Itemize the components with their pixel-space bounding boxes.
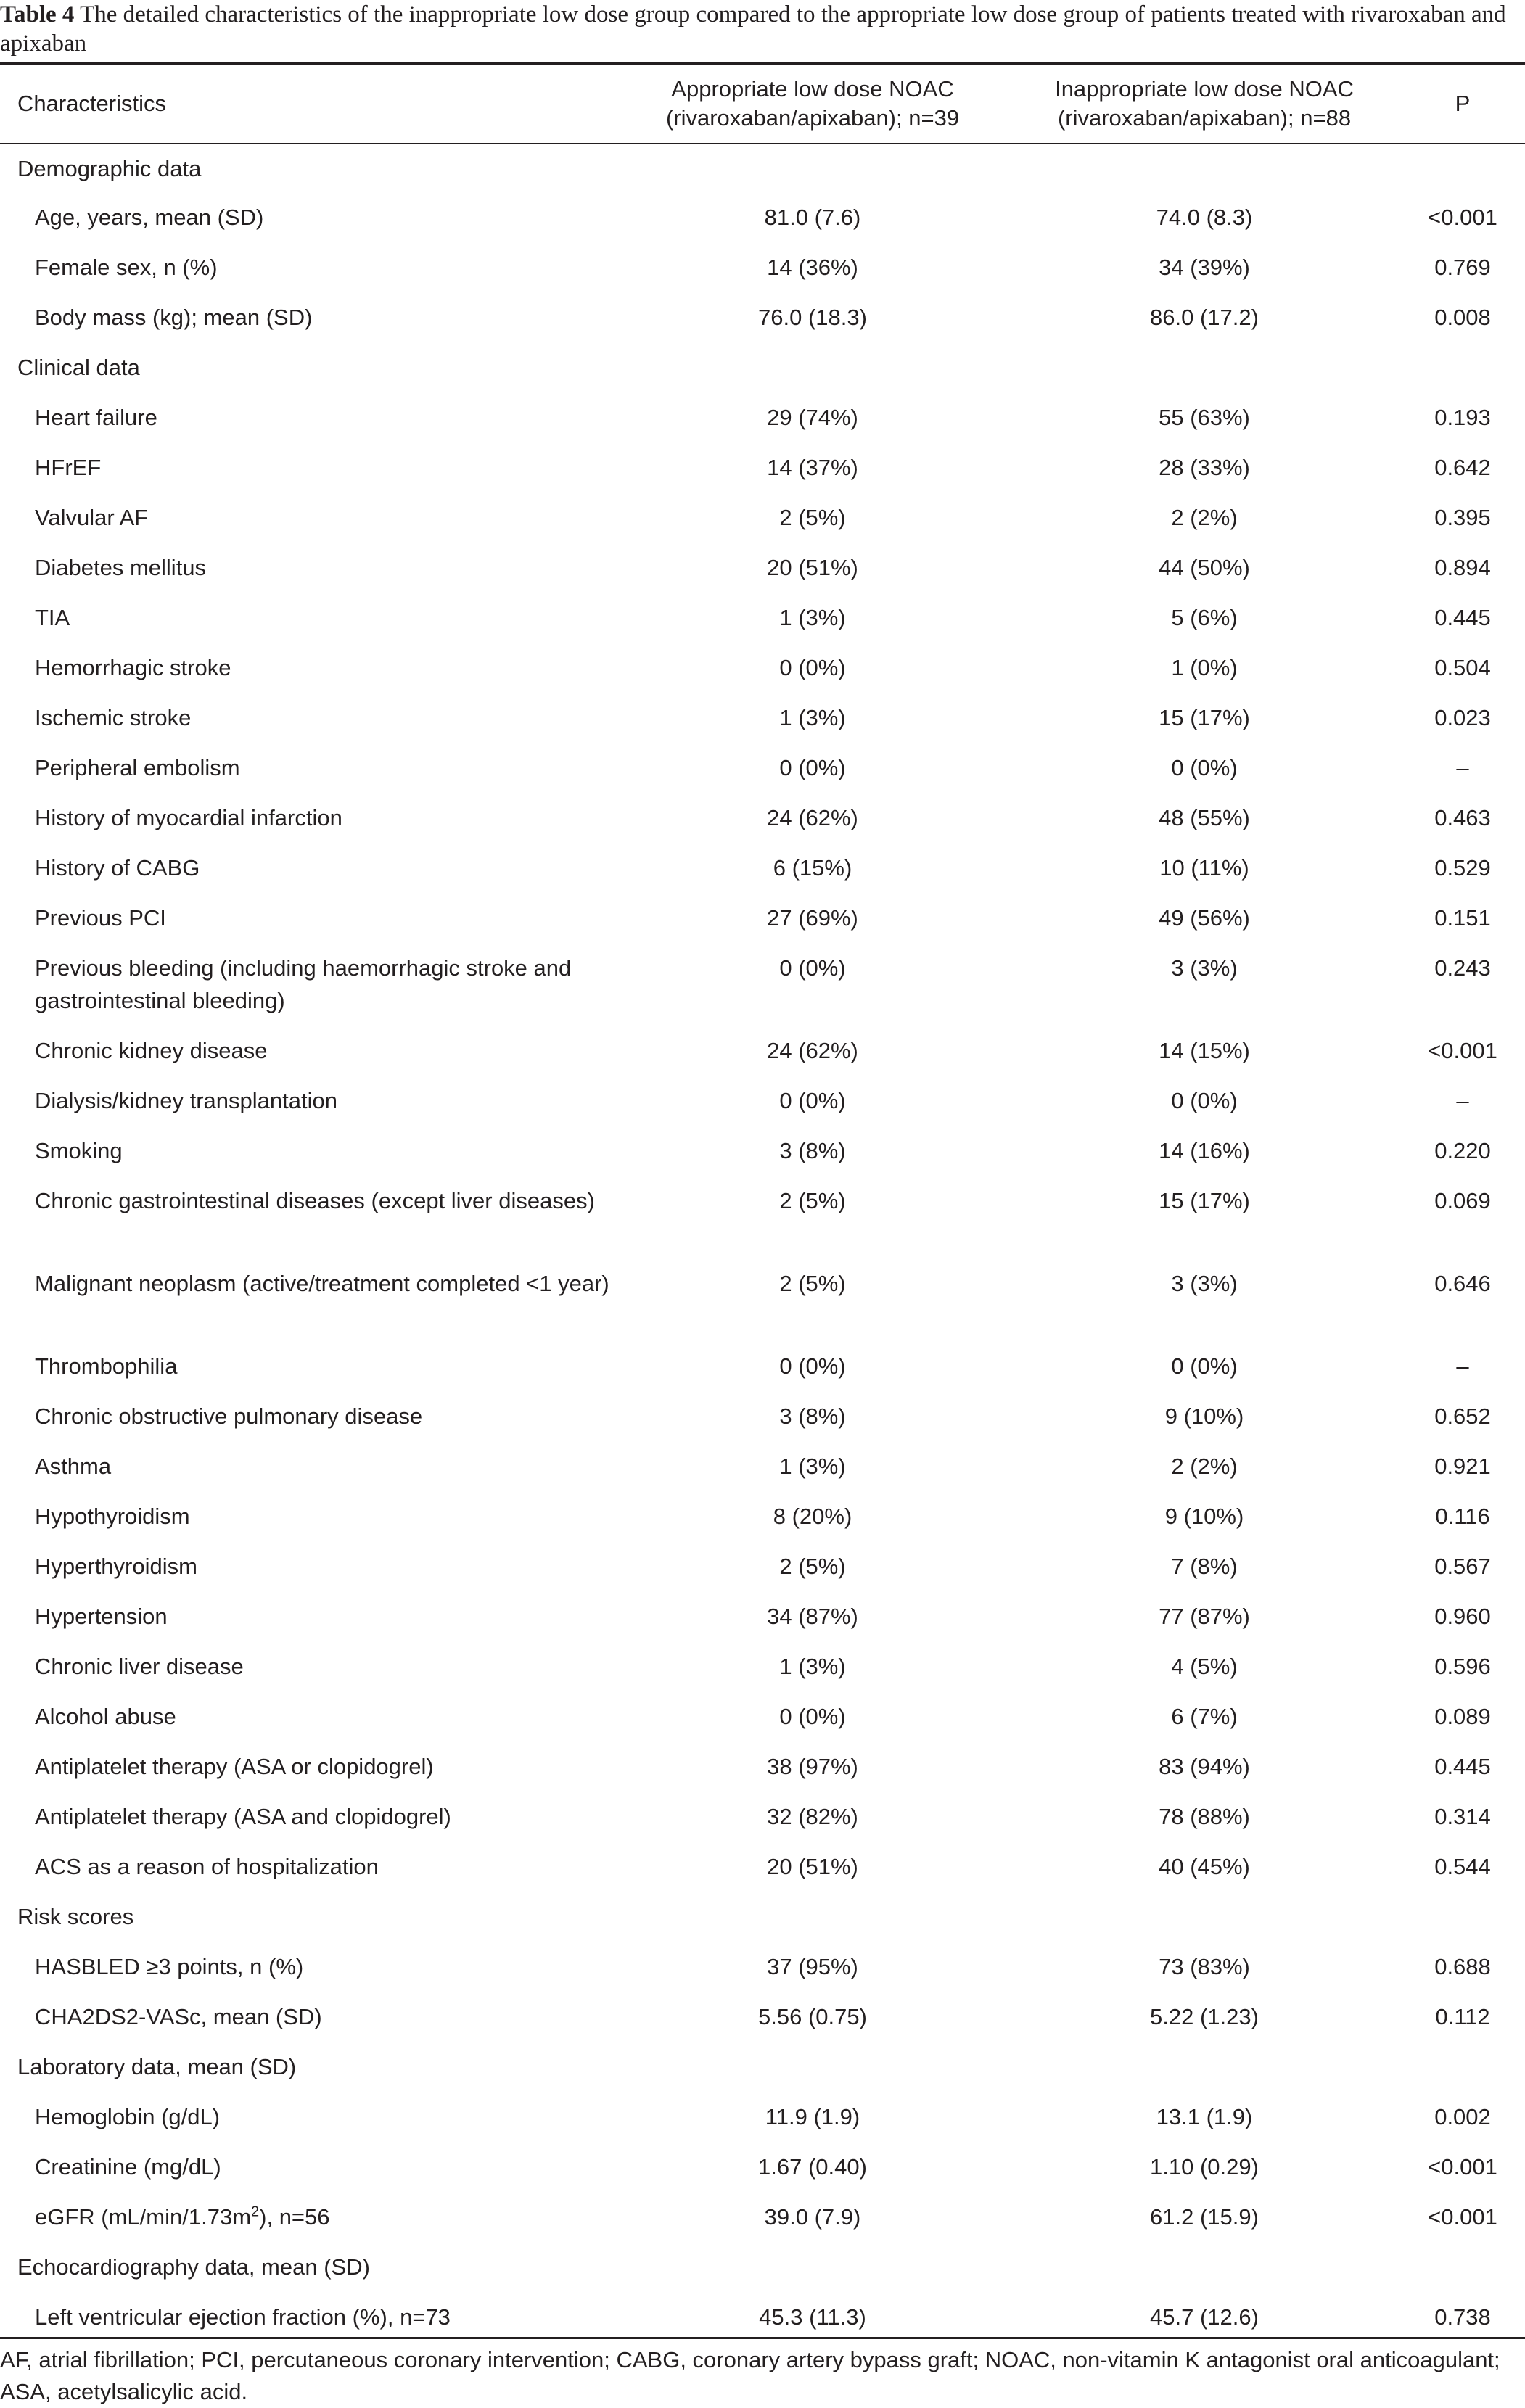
section-label: Laboratory data, mean (SD) [17, 2054, 297, 2079]
p-value: 0.243 [1434, 955, 1491, 981]
inappropriate-value: 2 (2%) [1171, 1454, 1238, 1479]
appropriate-value [617, 2242, 1008, 2292]
table-row [0, 1026, 1525, 1076]
table-row [0, 1126, 1525, 1176]
table-row [0, 1491, 1525, 1541]
appropriate-value: 0 (0%) [779, 655, 846, 680]
appropriate-value: 2 (5%) [779, 1554, 846, 1579]
appropriate-value: 0 (0%) [779, 755, 846, 780]
inappropriate-value: 74.0 (8.3) [1156, 205, 1253, 230]
p-value: 0.395 [1434, 505, 1491, 530]
p-value: 0.646 [1434, 1271, 1491, 1296]
appropriate-value [617, 144, 1008, 192]
row-label [0, 2192, 617, 2242]
inappropriate-value: 77 (87%) [1159, 1604, 1250, 1629]
p-value: 0.069 [1434, 1188, 1491, 1213]
section-row [0, 2242, 1525, 2292]
inappropriate-value: 9 (10%) [1164, 1504, 1244, 1529]
row-label: Body mass (kg); mean (SD) [35, 305, 313, 330]
inappropriate-value: 3 (3%) [1171, 955, 1238, 981]
table-row [0, 643, 1525, 693]
p-value: <0.001 [1428, 2204, 1497, 2230]
row-label: HASBLED ≥3 points, n (%) [35, 1954, 304, 1979]
table-row [0, 1942, 1525, 1992]
row-label: Dialysis/kidney transplantation [35, 1088, 337, 1113]
table-row [0, 843, 1525, 893]
p-value: 0.596 [1434, 1654, 1491, 1679]
appropriate-value [617, 1892, 1008, 1942]
appropriate-value: 1 (3%) [779, 605, 846, 630]
appropriate-value: 14 (37%) [767, 455, 858, 480]
inappropriate-value: 0 (0%) [1171, 1353, 1238, 1379]
section-row [0, 1892, 1525, 1942]
p-value: 0.193 [1434, 405, 1491, 430]
header-appropriate-line2: (rivaroxaban/apixaban); n=39 [665, 105, 960, 131]
p-value: 0.463 [1434, 805, 1491, 830]
table-row [0, 1691, 1525, 1741]
p-value: 0.220 [1434, 1138, 1491, 1163]
p-value [1400, 2042, 1525, 2092]
row-label: Chronic liver disease [35, 1654, 244, 1679]
inappropriate-value: 45.7 (12.6) [1150, 2304, 1259, 2330]
p-value: 0.116 [1435, 1504, 1490, 1529]
p-value: <0.001 [1428, 2154, 1497, 2180]
table-row [0, 392, 1525, 442]
inappropriate-value [1008, 2242, 1400, 2292]
inappropriate-value: 6 (7%) [1171, 1704, 1238, 1729]
appropriate-value: 5.56 (0.75) [758, 2004, 867, 2029]
row-label: Malignant neoplasm (active/treatment completed <1 year) [35, 1271, 609, 1296]
row-label: History of CABG [35, 855, 200, 881]
header-rule [0, 143, 1525, 144]
appropriate-value: 2 (5%) [779, 1188, 846, 1213]
appropriate-value: 27 (69%) [767, 905, 858, 931]
p-value [1400, 144, 1525, 192]
table-caption-text: The detailed characteristics of the inappropriate low dose group compared to the appropriate low dose group of patients treated with rivaroxaban and apixaban [0, 1, 1506, 57]
section-label: Risk scores [17, 1904, 134, 1929]
p-value [1400, 2242, 1525, 2292]
table-row [0, 1842, 1525, 1892]
row-label: HFrEF [35, 455, 102, 480]
table-row [0, 943, 1525, 1026]
table-row [0, 292, 1525, 342]
inappropriate-value: 83 (94%) [1159, 1754, 1250, 1779]
row-label: Heart failure [35, 405, 157, 430]
row-label: Peripheral embolism [35, 755, 240, 780]
inappropriate-value [1008, 2042, 1400, 2092]
appropriate-value: 11.9 (1.9) [765, 2104, 860, 2129]
table-row [0, 2142, 1525, 2192]
p-value: 0.445 [1434, 605, 1491, 630]
inappropriate-value: 5 (6%) [1171, 605, 1238, 630]
appropriate-value: 32 (82%) [767, 1804, 858, 1829]
table-row [0, 442, 1525, 492]
p-value: 0.314 [1434, 1804, 1491, 1829]
row-label-suffix: ), n=56 [259, 2204, 330, 2230]
table-row [0, 192, 1525, 242]
appropriate-value: 76.0 (18.3) [758, 305, 867, 330]
appropriate-value: 0 (0%) [779, 1088, 846, 1113]
table-row [0, 1258, 1525, 1341]
row-label: Ischemic stroke [35, 705, 192, 730]
inappropriate-value: 3 (3%) [1171, 1271, 1238, 1296]
inappropriate-value: 55 (63%) [1159, 405, 1250, 430]
table-row [0, 593, 1525, 643]
table-row [0, 2192, 1525, 2242]
inappropriate-value [1008, 144, 1400, 192]
table-caption [0, 0, 1516, 58]
row-label: Previous PCI [35, 905, 166, 931]
appropriate-value: 20 (51%) [767, 555, 858, 580]
p-value: 0.894 [1434, 555, 1491, 580]
inappropriate-value [1008, 342, 1400, 392]
inappropriate-value: 15 (17%) [1159, 705, 1250, 730]
row-label: Chronic obstructive pulmonary disease [35, 1403, 423, 1429]
inappropriate-value: 15 (17%) [1159, 1188, 1250, 1213]
table-row [0, 2092, 1525, 2142]
appropriate-value: 29 (74%) [767, 405, 858, 430]
row-label: ACS as a reason of hospitalization [35, 1854, 379, 1879]
p-value: – [1456, 755, 1469, 780]
section-label: Demographic data [17, 156, 202, 181]
inappropriate-value: 40 (45%) [1159, 1854, 1250, 1879]
table-row [0, 1641, 1525, 1691]
row-label: Hyperthyroidism [35, 1554, 197, 1579]
inappropriate-value: 0 (0%) [1171, 1088, 1238, 1113]
p-value [1400, 342, 1525, 392]
p-value [1400, 1892, 1525, 1942]
bottom-rule [0, 2337, 1525, 2339]
inappropriate-value: 73 (83%) [1159, 1954, 1250, 1979]
section-row [0, 342, 1525, 392]
p-value: 0.002 [1434, 2104, 1491, 2129]
p-value: – [1456, 1088, 1469, 1113]
row-label: Antiplatelet therapy (ASA and clopidogrel) [35, 1804, 451, 1829]
appropriate-value: 0 (0%) [779, 955, 846, 981]
inappropriate-value: 10 (11%) [1159, 855, 1249, 881]
inappropriate-value: 13.1 (1.9) [1156, 2104, 1253, 2129]
appropriate-value: 1 (3%) [779, 705, 846, 730]
p-value: 0.652 [1434, 1403, 1491, 1429]
appropriate-value: 3 (8%) [779, 1138, 846, 1163]
inappropriate-value: 5.22 (1.23) [1150, 2004, 1259, 2029]
row-label: Chronic kidney disease [35, 1038, 268, 1063]
table-row [0, 893, 1525, 943]
row-label: CHA2DS2-VASc, mean (SD) [35, 2004, 322, 2029]
p-value: 0.738 [1434, 2304, 1491, 2330]
table-row [0, 492, 1525, 543]
row-label: Asthma [35, 1454, 112, 1479]
p-value: 0.921 [1434, 1454, 1491, 1479]
inappropriate-value: 61.2 (15.9) [1150, 2204, 1259, 2230]
row-label: History of myocardial infarction [35, 805, 342, 830]
inappropriate-value: 9 (10%) [1164, 1403, 1244, 1429]
row-label-text: eGFR (mL/min/1.73m [35, 2204, 252, 2230]
section-row [0, 144, 1525, 192]
p-value: 0.089 [1434, 1704, 1491, 1729]
appropriate-value: 0 (0%) [779, 1704, 846, 1729]
appropriate-value: 0 (0%) [779, 1353, 846, 1379]
table-row [0, 1992, 1525, 2042]
table-row [0, 743, 1525, 793]
row-label: TIA [35, 605, 70, 630]
inappropriate-value: 44 (50%) [1159, 555, 1250, 580]
appropriate-value: 34 (87%) [767, 1604, 858, 1629]
characteristics-table [0, 64, 1525, 2342]
inappropriate-value: 48 (55%) [1159, 805, 1250, 830]
table-row [0, 1076, 1525, 1126]
row-label: Thrombophilia [35, 1353, 178, 1379]
inappropriate-value [1008, 1892, 1400, 1942]
appropriate-value: 3 (8%) [779, 1403, 846, 1429]
row-label: Previous bleeding (including haemorrhagic stroke and gastrointestinal bleeding) [35, 955, 572, 1013]
appropriate-value: 2 (5%) [779, 1271, 846, 1296]
appropriate-value: 1.67 (0.40) [758, 2154, 867, 2180]
row-label: Hypothyroidism [35, 1504, 190, 1529]
row-label: Female sex, n (%) [35, 255, 218, 280]
row-label: Age, years, mean (SD) [35, 205, 264, 230]
table-row [0, 1591, 1525, 1641]
p-value: <0.001 [1428, 1038, 1497, 1063]
p-value: <0.001 [1428, 205, 1497, 230]
table-row [0, 693, 1525, 743]
inappropriate-value: 34 (39%) [1159, 255, 1250, 280]
appropriate-value: 8 (20%) [773, 1504, 852, 1529]
appropriate-value [617, 342, 1008, 392]
row-label: Left ventricular ejection fraction (%), n=73 [35, 2304, 451, 2330]
row-label: Antiplatelet therapy (ASA or clopidogrel) [35, 1754, 434, 1779]
p-value: 0.544 [1434, 1854, 1491, 1879]
inappropriate-value: 2 (2%) [1171, 505, 1238, 530]
table-row [0, 1741, 1525, 1791]
row-label: Creatinine (mg/dL) [35, 2154, 221, 2180]
row-label-superscript: 2 [251, 2203, 260, 2220]
table-row [0, 1176, 1525, 1258]
table-footnote: AF, atrial fibrillation; PCI, percutaneous coronary intervention; CABG, coronary artery bypass graft; NOAC, non-vitamin K antagonist oral anticoagulant; ASA, acetylsalicylic acid. [0, 2347, 1500, 2404]
p-value: 0.023 [1434, 705, 1491, 730]
p-value: 0.008 [1434, 305, 1491, 330]
inappropriate-value: 1 (0%) [1171, 655, 1238, 680]
row-label: Diabetes mellitus [35, 555, 207, 580]
row-label: Smoking [35, 1138, 123, 1163]
inappropriate-value: 14 (15%) [1159, 1038, 1250, 1063]
table-row [0, 242, 1525, 292]
p-value: 0.960 [1434, 1604, 1491, 1629]
header-characteristics: Characteristics [17, 91, 166, 116]
section-row [0, 2042, 1525, 2092]
appropriate-value: 24 (62%) [767, 1038, 858, 1063]
header-inappropriate [1008, 64, 1400, 144]
appropriate-value: 81.0 (7.6) [764, 205, 861, 230]
appropriate-value: 2 (5%) [779, 505, 846, 530]
table-header [0, 64, 1525, 144]
appropriate-value [617, 2042, 1008, 2092]
appropriate-value: 20 (51%) [767, 1854, 858, 1879]
inappropriate-value: 78 (88%) [1159, 1804, 1250, 1829]
p-value: 0.504 [1434, 655, 1491, 680]
row-label: Valvular AF [35, 505, 149, 530]
inappropriate-value: 0 (0%) [1171, 755, 1238, 780]
p-value: 0.445 [1434, 1754, 1491, 1779]
appropriate-value: 6 (15%) [773, 855, 852, 881]
appropriate-value: 1 (3%) [779, 1454, 846, 1479]
p-value: 0.151 [1434, 905, 1491, 931]
table-row [0, 1441, 1525, 1491]
table-row [0, 2292, 1525, 2342]
p-value: 0.529 [1434, 855, 1491, 881]
section-label: Echocardiography data, mean (SD) [17, 2254, 370, 2280]
section-label: Clinical data [17, 355, 140, 380]
appropriate-value: 39.0 (7.9) [764, 2204, 861, 2230]
appropriate-value: 37 (95%) [767, 1954, 858, 1979]
table-row [0, 793, 1525, 843]
p-value: 0.642 [1434, 455, 1491, 480]
table-row [0, 543, 1525, 593]
header-appropriate [617, 64, 1008, 144]
appropriate-value: 1 (3%) [779, 1654, 846, 1679]
row-label: Hemorrhagic stroke [35, 655, 231, 680]
header-inappropriate-line1: Inappropriate low dose NOAC [1055, 76, 1354, 102]
inappropriate-value: 14 (16%) [1159, 1138, 1250, 1163]
inappropriate-value: 1.10 (0.29) [1150, 2154, 1259, 2180]
table-row [0, 1541, 1525, 1591]
appropriate-value: 24 (62%) [767, 805, 858, 830]
header-p: P [1455, 91, 1471, 116]
row-label: Alcohol abuse [35, 1704, 176, 1729]
header-appropriate-line1: Appropriate low dose NOAC [671, 76, 954, 102]
inappropriate-value: 4 (5%) [1171, 1654, 1238, 1679]
table-caption-label: Table 4 [0, 1, 75, 28]
table-row [0, 1791, 1525, 1842]
appropriate-value: 14 (36%) [767, 255, 858, 280]
inappropriate-value: 28 (33%) [1159, 455, 1250, 480]
table-body [0, 144, 1525, 2342]
table-row [0, 1391, 1525, 1441]
inappropriate-value: 49 (56%) [1159, 905, 1250, 931]
row-label: Chronic gastrointestinal diseases (except liver diseases) [35, 1188, 595, 1213]
p-value: – [1456, 1353, 1469, 1379]
table-row [0, 1341, 1525, 1391]
row-label: Hypertension [35, 1604, 168, 1629]
inappropriate-value: 86.0 (17.2) [1150, 305, 1259, 330]
appropriate-value: 45.3 (11.3) [759, 2304, 866, 2330]
row-label: Hemoglobin (g/dL) [35, 2104, 221, 2129]
p-value: 0.688 [1434, 1954, 1491, 1979]
p-value: 0.769 [1434, 255, 1491, 280]
appropriate-value: 38 (97%) [767, 1754, 858, 1779]
p-value: 0.567 [1434, 1554, 1491, 1579]
header-inappropriate-line2: (rivaroxaban/apixaban); n=88 [1057, 105, 1352, 131]
inappropriate-value: 7 (8%) [1171, 1554, 1238, 1579]
p-value: 0.112 [1435, 2004, 1490, 2029]
